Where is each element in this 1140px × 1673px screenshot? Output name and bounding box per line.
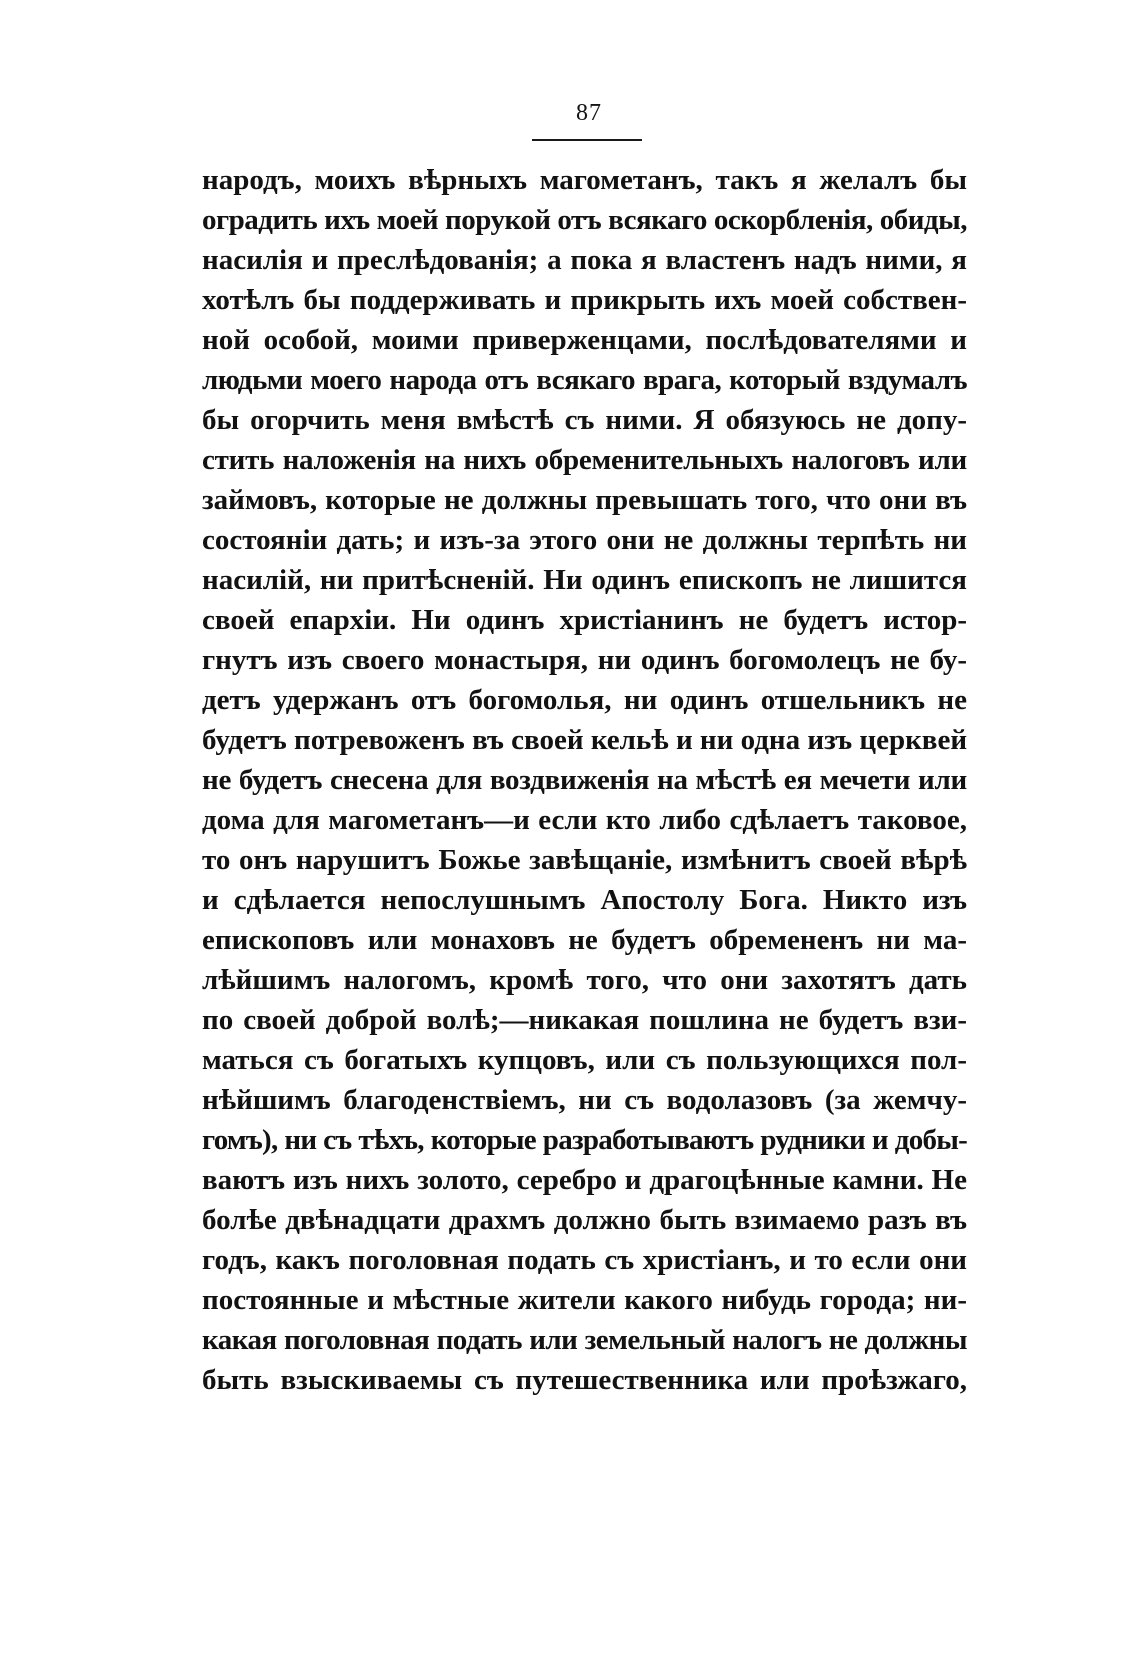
page-number-rule — [532, 139, 642, 141]
text-line: оградить ихъ моей порукой отъ всякаго оскорбленія, обиды, — [202, 204, 967, 236]
text-line: людьми моего народа отъ всякаго врага, который вздумалъ — [202, 364, 967, 396]
body-text — [202, 160, 967, 1400]
text-line: годъ, какъ поголовная подать съ христіанъ, и то если они — [202, 1244, 967, 1276]
text-line: дома для магометанъ—и если кто либо сдѣлаетъ таковое, — [202, 804, 967, 836]
text-line: хотѣлъ бы поддерживать и прикрыть ихъ моей собствен- — [202, 284, 967, 316]
text-line: и сдѣлается непослушнымъ Апостолу Бога. Никто изъ — [202, 884, 967, 916]
text-line: маться съ богатыхъ купцовъ, или съ пользующихся пол- — [202, 1044, 967, 1076]
text-line: не будетъ снесена для воздвиженія на мѣстѣ ея мечети или — [202, 764, 967, 796]
text-line: гомъ), ни съ тѣхъ, которые разработываютъ рудники и добы- — [202, 1124, 967, 1156]
text-line: насилій, ни притѣсненій. Ни одинъ епископъ не лишится — [202, 564, 967, 596]
text-line: лѣйшимъ налогомъ, кромѣ того, что они захотятъ дать — [202, 964, 967, 996]
text-line: по своей доброй волѣ;—никакая пошлина не будетъ взи- — [202, 1004, 967, 1036]
text-line: насилія и преслѣдованія; а пока я властенъ надъ ними, я — [202, 244, 967, 276]
text-line: какая поголовная подать или земельный налогъ не должны — [202, 1324, 967, 1356]
text-line: постоянные и мѣстные жители какого нибудь города; ни- — [202, 1284, 967, 1316]
text-line: ваютъ изъ нихъ золото, серебро и драгоцѣнные камни. Не — [202, 1164, 967, 1196]
text-line: быть взыскиваемы съ путешественника или проѣзжаго, — [202, 1364, 967, 1396]
text-line: ной особой, моими приверженцами, послѣдователями и — [202, 324, 967, 356]
text-line: нѣйшимъ благоденствіемъ, ни съ водолазовъ (за жемчу- — [202, 1084, 967, 1116]
text-line: бы огорчить меня вмѣстѣ съ ними. Я обязуюсь не допу- — [202, 404, 967, 436]
text-line: епископовъ или монаховъ не будетъ обремененъ ни ма- — [202, 924, 967, 956]
text-line: займовъ, которые не должны превышать того, что они въ — [202, 484, 967, 516]
text-line: детъ удержанъ отъ богомолья, ни одинъ отшельникъ не — [202, 684, 967, 716]
page-number: 87 — [576, 100, 602, 126]
text-line: будетъ потревоженъ въ своей кельѣ и ни одна изъ церквей — [202, 724, 968, 756]
text-line: то онъ нарушитъ Божье завѣщаніе, измѣнитъ своей вѣрѣ — [202, 844, 967, 876]
text-line: стить наложенія на нихъ обременительныхъ налоговъ или — [202, 444, 967, 476]
text-line: болѣе двѣнадцати драхмъ должно быть взимаемо разъ въ — [202, 1204, 967, 1236]
text-line: состояніи дать; и изъ-за этого они не должны терпѣть ни — [202, 524, 967, 556]
text-line: народъ, моихъ вѣрныхъ магометанъ, такъ я желалъ бы — [202, 164, 967, 196]
text-line: своей епархіи. Ни одинъ христіанинъ не будетъ истор- — [202, 604, 967, 636]
text-line: гнутъ изъ своего монастыря, ни одинъ богомолецъ не бу- — [202, 644, 967, 676]
